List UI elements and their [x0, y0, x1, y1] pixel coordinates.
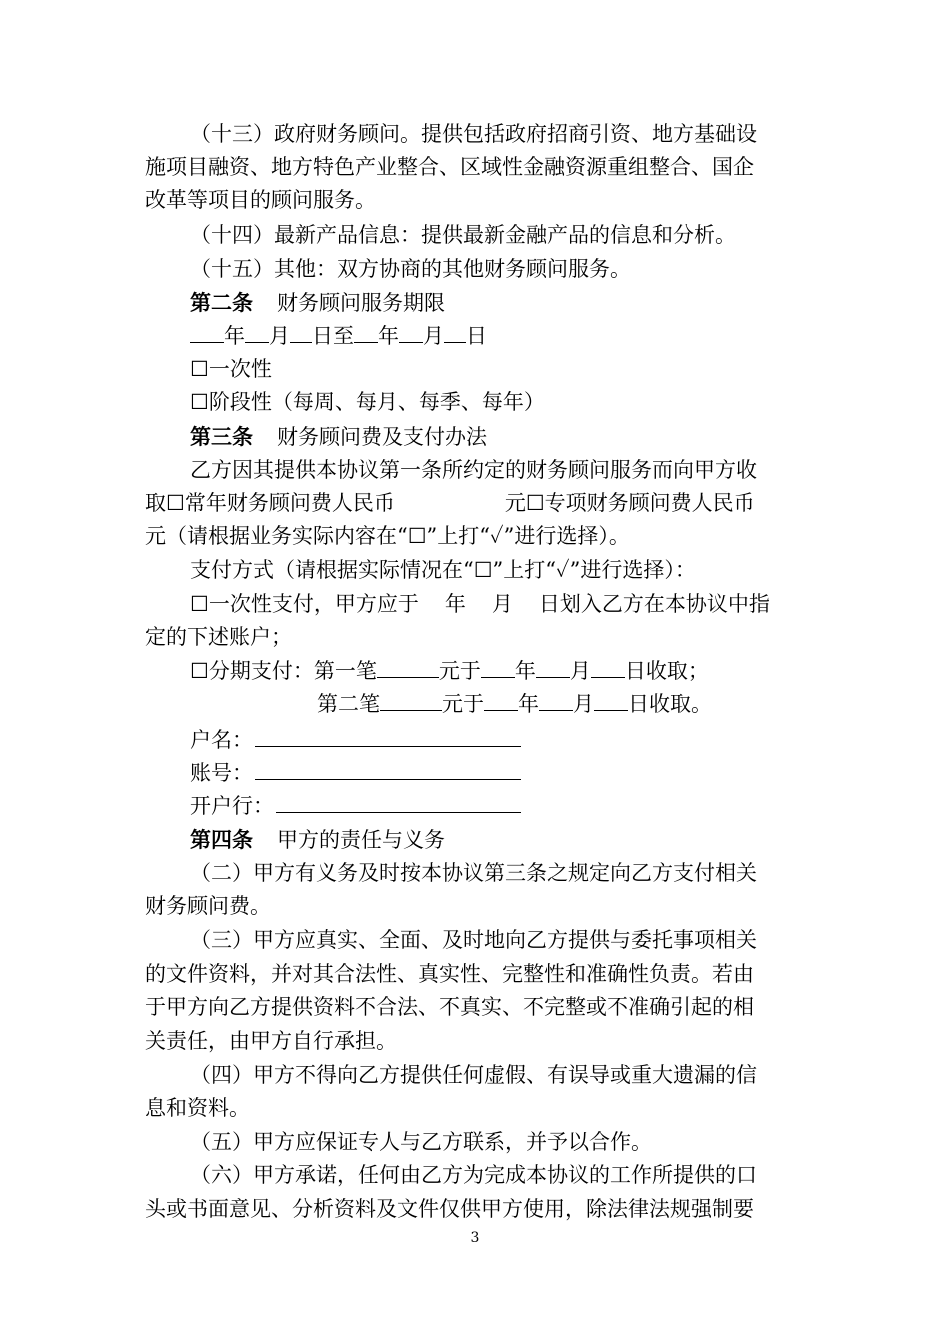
year-label: 年 [444, 592, 466, 616]
clause-6-line2: 头或书面意见、分析资料及文件仅供甲方使用，除法律法规强制要 [145, 1197, 754, 1221]
para-14: （十四）最新产品信息：提供最新金融产品的信息和分析。 [190, 223, 736, 247]
collect-label: 日收取； [624, 659, 709, 683]
month-label: 月 [491, 592, 513, 616]
article-3-title: 财务顾问费及支付办法 [277, 425, 487, 449]
year-label: 年 [514, 659, 536, 683]
account-number-label: 账号： [190, 761, 253, 785]
annual-fee-text: 取☐常年财务顾问费人民币 [145, 491, 395, 515]
installment-line1 [190, 655, 709, 688]
clause-6-line1: （六）甲方承诺，任何由乙方为完成本协议的工作所提供的口 [190, 1163, 757, 1187]
year-label: 年 [224, 324, 245, 348]
option-periodic: ☐阶段性（每周、每月、每季、每年） [190, 390, 545, 414]
account-number-blank [255, 757, 521, 780]
account-name-label: 户名： [190, 728, 253, 752]
fee-para-line3: 元（请根据业务实际内容在“☐”上打“✓”进行选择）。 [145, 524, 630, 548]
year-label: 年 [518, 692, 539, 716]
para-15: （十五）其他：双方协商的其他财务顾问服务。 [190, 257, 631, 281]
para-13-line1: （十三）政府财务顾问。提供包括政府招商引资、地方基础设 [190, 122, 757, 146]
fee-para-line2 [145, 487, 755, 520]
clause-3-line4: 关责任，由甲方自行承担。 [145, 1029, 397, 1053]
clause-3-line3: 于甲方向乙方提供资料不合法、不真实、不完整或不准确引起的相 [145, 995, 754, 1019]
fee-para-line1: 乙方因其提供本协议第一条所约定的财务顾问服务而向甲方收 [190, 458, 757, 482]
clause-3-line1: （三）甲方应真实、全面、及时地向乙方提供与委托事项相关 [190, 928, 757, 952]
lump-sum-line1 [190, 588, 770, 621]
service-period-line [190, 320, 487, 353]
installment-line2 [317, 688, 712, 721]
installment-second-text: 第二笔 [317, 692, 380, 716]
article-4-title: 甲方的责任与义务 [277, 828, 445, 852]
para-13-line3: 改革等项目的顾问服务。 [145, 188, 376, 212]
bank-blank [276, 790, 521, 813]
installment-first-text: ☐分期支付：第一笔 [190, 659, 377, 683]
clause-4-line2: 息和资料。 [145, 1096, 250, 1120]
month-label: 月 [569, 659, 591, 683]
bank-label: 开户行： [190, 794, 274, 818]
clause-2-line1: （二）甲方有义务及时按本协议第三条之规定向乙方支付相关 [190, 861, 757, 885]
article-3-heading [190, 420, 487, 453]
article-3-number: 第三条 [190, 424, 253, 449]
clause-3-line2: 的文件资料，并对其合法性、真实性、完整性和准确性负责。若由 [145, 962, 754, 986]
month-label: 月 [573, 692, 594, 716]
account-name-blank [255, 724, 521, 747]
day-label: 日 [466, 324, 487, 348]
lump-sum-line2: 定的下述账户； [145, 625, 292, 649]
clause-2-line2: 财务顾问费。 [145, 894, 271, 918]
year-label: 年 [378, 324, 399, 348]
article-4-number: 第四条 [190, 827, 253, 852]
day-to-label: 日至 [312, 324, 354, 348]
month-label: 月 [269, 324, 290, 348]
yuan-label: 元于 [442, 692, 484, 716]
article-2-title: 财务顾问服务期限 [277, 291, 445, 315]
transfer-text: 日划入乙方在本协议中指 [538, 592, 770, 616]
yuan-label: 元于 [438, 659, 481, 683]
lump-sum-text: ☐一次性支付，甲方应于 [190, 592, 419, 616]
clause-4-line1: （四）甲方不得向乙方提供任何虚假、有误导或重大遗漏的信 [190, 1063, 757, 1087]
account-name-row [190, 724, 521, 757]
special-fee-text: 元☐专项财务顾问费人民币 [504, 491, 755, 515]
article-4-heading [190, 823, 445, 856]
article-2-heading [190, 286, 445, 319]
bank-row [190, 790, 521, 823]
page-number: 3 [470, 1230, 480, 1246]
article-2-number: 第二条 [190, 290, 253, 315]
clause-5: （五）甲方应保证专人与乙方联系，并予以合作。 [190, 1130, 652, 1154]
option-one-time: ☐一次性 [190, 357, 272, 381]
collect-label: 日收取。 [628, 692, 712, 716]
payment-method: 支付方式（请根据实际情况在“☐”上打“✓”进行选择）： [190, 558, 696, 582]
month-label: 月 [423, 324, 444, 348]
para-13-line2: 施项目融资、地方特色产业整合、区域性金融资源重组整合、国企 [145, 155, 754, 179]
account-number-row [190, 757, 521, 790]
